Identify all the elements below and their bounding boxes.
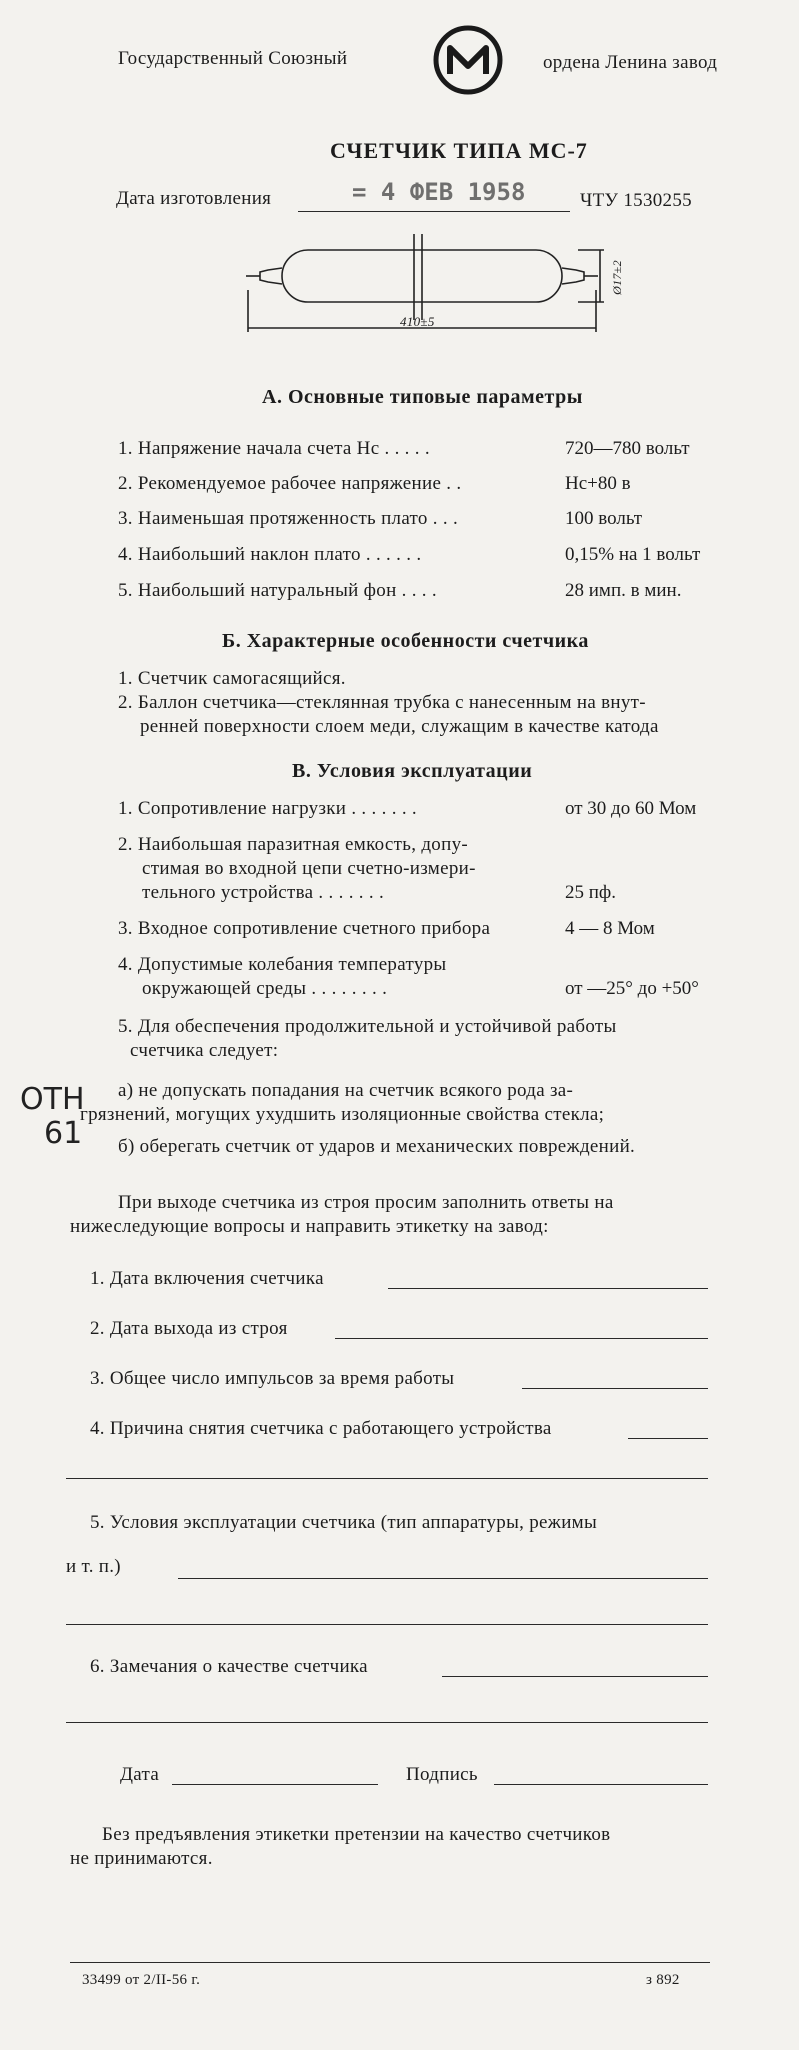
question-2: 2. Дата выхода из строя (90, 1318, 288, 1339)
param-3-value: 100 вольт (565, 508, 643, 529)
param-4-value: 0,15% на 1 вольт (565, 544, 701, 565)
header-right: ордена Ленина завод (543, 52, 718, 73)
request-line1: При выходе счетчика из строя просим заполнить ответы на (118, 1192, 614, 1213)
question-3: 3. Общее число импульсов за время работы (90, 1368, 455, 1389)
date-stamp: = 4 ФЕВ 1958 (352, 178, 526, 206)
condition-5-line1: 5. Для обеспечения продолжительной и устойчивой работы (118, 1016, 617, 1037)
question-1: 1. Дата включения счетчика (90, 1268, 324, 1289)
condition-4-line1: 4. Допустимые колебания температуры (118, 954, 447, 975)
feature-1: 1. Счетчик самогасящийся. (118, 668, 346, 689)
condition-4-value: от —25° до +50° (565, 978, 699, 999)
counter-tube-drawing (238, 228, 618, 348)
signature-label: Подпись (406, 1764, 478, 1785)
date-line[interactable] (172, 1784, 378, 1785)
answer-line-4b[interactable] (66, 1478, 708, 1479)
manufacture-date-line (298, 211, 570, 212)
request-line2: нижеследующие вопросы и направить этикетку на завод: (70, 1216, 549, 1237)
feature-2-line1: 2. Баллон счетчика—стеклянная трубка с нанесенным на внут- (118, 692, 646, 713)
condition-4-line2: окружающей среды . . . . . . . . (142, 978, 388, 999)
condition-2-line2: стимая во входной цепи счетно-измери- (142, 858, 476, 879)
footer-order-number: з 892 (646, 1972, 680, 1988)
condition-2-line3: тельного устройства . . . . . . . (142, 882, 385, 903)
param-5: 5. Наибольший натуральный фон . . . . (118, 580, 437, 601)
handwritten-note-line1: ОТН (20, 1082, 85, 1117)
question-5-line1: 5. Условия эксплуатации счетчика (тип аппаратуры, режимы (90, 1512, 598, 1533)
param-2-value: Нс+80 в (565, 473, 631, 494)
factory-logo (432, 24, 504, 96)
question-4: 4. Причина снятия счетчика с работающего устройства (90, 1418, 552, 1439)
note-line2: не принимаются. (70, 1848, 213, 1869)
footer-print-order: 33499 от 2/II-56 г. (82, 1972, 201, 1988)
answer-line-5a[interactable] (178, 1578, 708, 1579)
dimension-diameter: Ø17±2 (609, 260, 624, 295)
signature-line[interactable] (494, 1784, 708, 1785)
section-a-title: А. Основные типовые параметры (262, 386, 583, 408)
section-v-title: В. Условия эксплуатации (292, 760, 533, 782)
header-left: Государственный Союзный (118, 48, 348, 69)
condition-1-value: от 30 до 60 Мом (565, 798, 697, 819)
condition-3-value: 4 — 8 Мом (565, 918, 655, 939)
param-2: 2. Рекомендуемое рабочее напряжение . . (118, 473, 462, 494)
answer-line-6a[interactable] (442, 1676, 708, 1677)
answer-line-1[interactable] (388, 1288, 708, 1289)
condition-5a-line2: грязнений, могущих ухудшить изоляционные свойства стекла; (80, 1104, 605, 1125)
condition-2-value: 25 пф. (565, 882, 616, 903)
answer-line-6b[interactable] (66, 1722, 708, 1723)
question-6: 6. Замечания о качестве счетчика (90, 1656, 368, 1677)
answer-line-4a[interactable] (628, 1438, 708, 1439)
condition-5b: б) оберегать счетчик от ударов и механических повреждений. (118, 1136, 636, 1157)
answer-line-2[interactable] (335, 1338, 708, 1339)
note-line1: Без предъявления этикетки претензии на качество счетчиков (102, 1824, 611, 1845)
param-5-value: 28 имп. в мин. (565, 580, 682, 601)
condition-1: 1. Сопротивление нагрузки . . . . . . . (118, 798, 417, 819)
param-4: 4. Наибольший наклон плато . . . . . . (118, 544, 422, 565)
condition-5-line2: счетчика следует: (130, 1040, 279, 1061)
condition-3: 3. Входное сопротивление счетного прибора (118, 918, 491, 939)
param-1-value: 720—780 вольт (565, 438, 690, 459)
condition-2-line1: 2. Наибольшая паразитная емкость, допу- (118, 834, 468, 855)
param-1: 1. Напряжение начала счета Нс . . . . . (118, 438, 430, 459)
spec-number: ЧТУ 1530255 (580, 190, 692, 211)
footer-rule (70, 1962, 710, 1963)
answer-line-5b[interactable] (66, 1624, 708, 1625)
dimension-length: 410±5 (400, 314, 435, 329)
handwritten-note-line2: 61 (44, 1116, 83, 1151)
section-b-title: Б. Характерные особенности счетчика (222, 630, 589, 652)
manufacture-label: Дата изготовления (116, 188, 272, 209)
feature-2-line2: ренней поверхности слоем меди, служащим в качестве катода (140, 716, 659, 737)
question-5-line2: и т. п.) (66, 1556, 121, 1577)
param-3: 3. Наименьшая протяженность плато . . . (118, 508, 459, 529)
condition-5a-line1: а) не допускать попадания на счетчик всякого рода за- (118, 1080, 574, 1101)
document-title: СЧЕТЧИК ТИПА МС-7 (330, 138, 588, 163)
date-label: Дата (120, 1764, 160, 1785)
answer-line-3[interactable] (522, 1388, 708, 1389)
